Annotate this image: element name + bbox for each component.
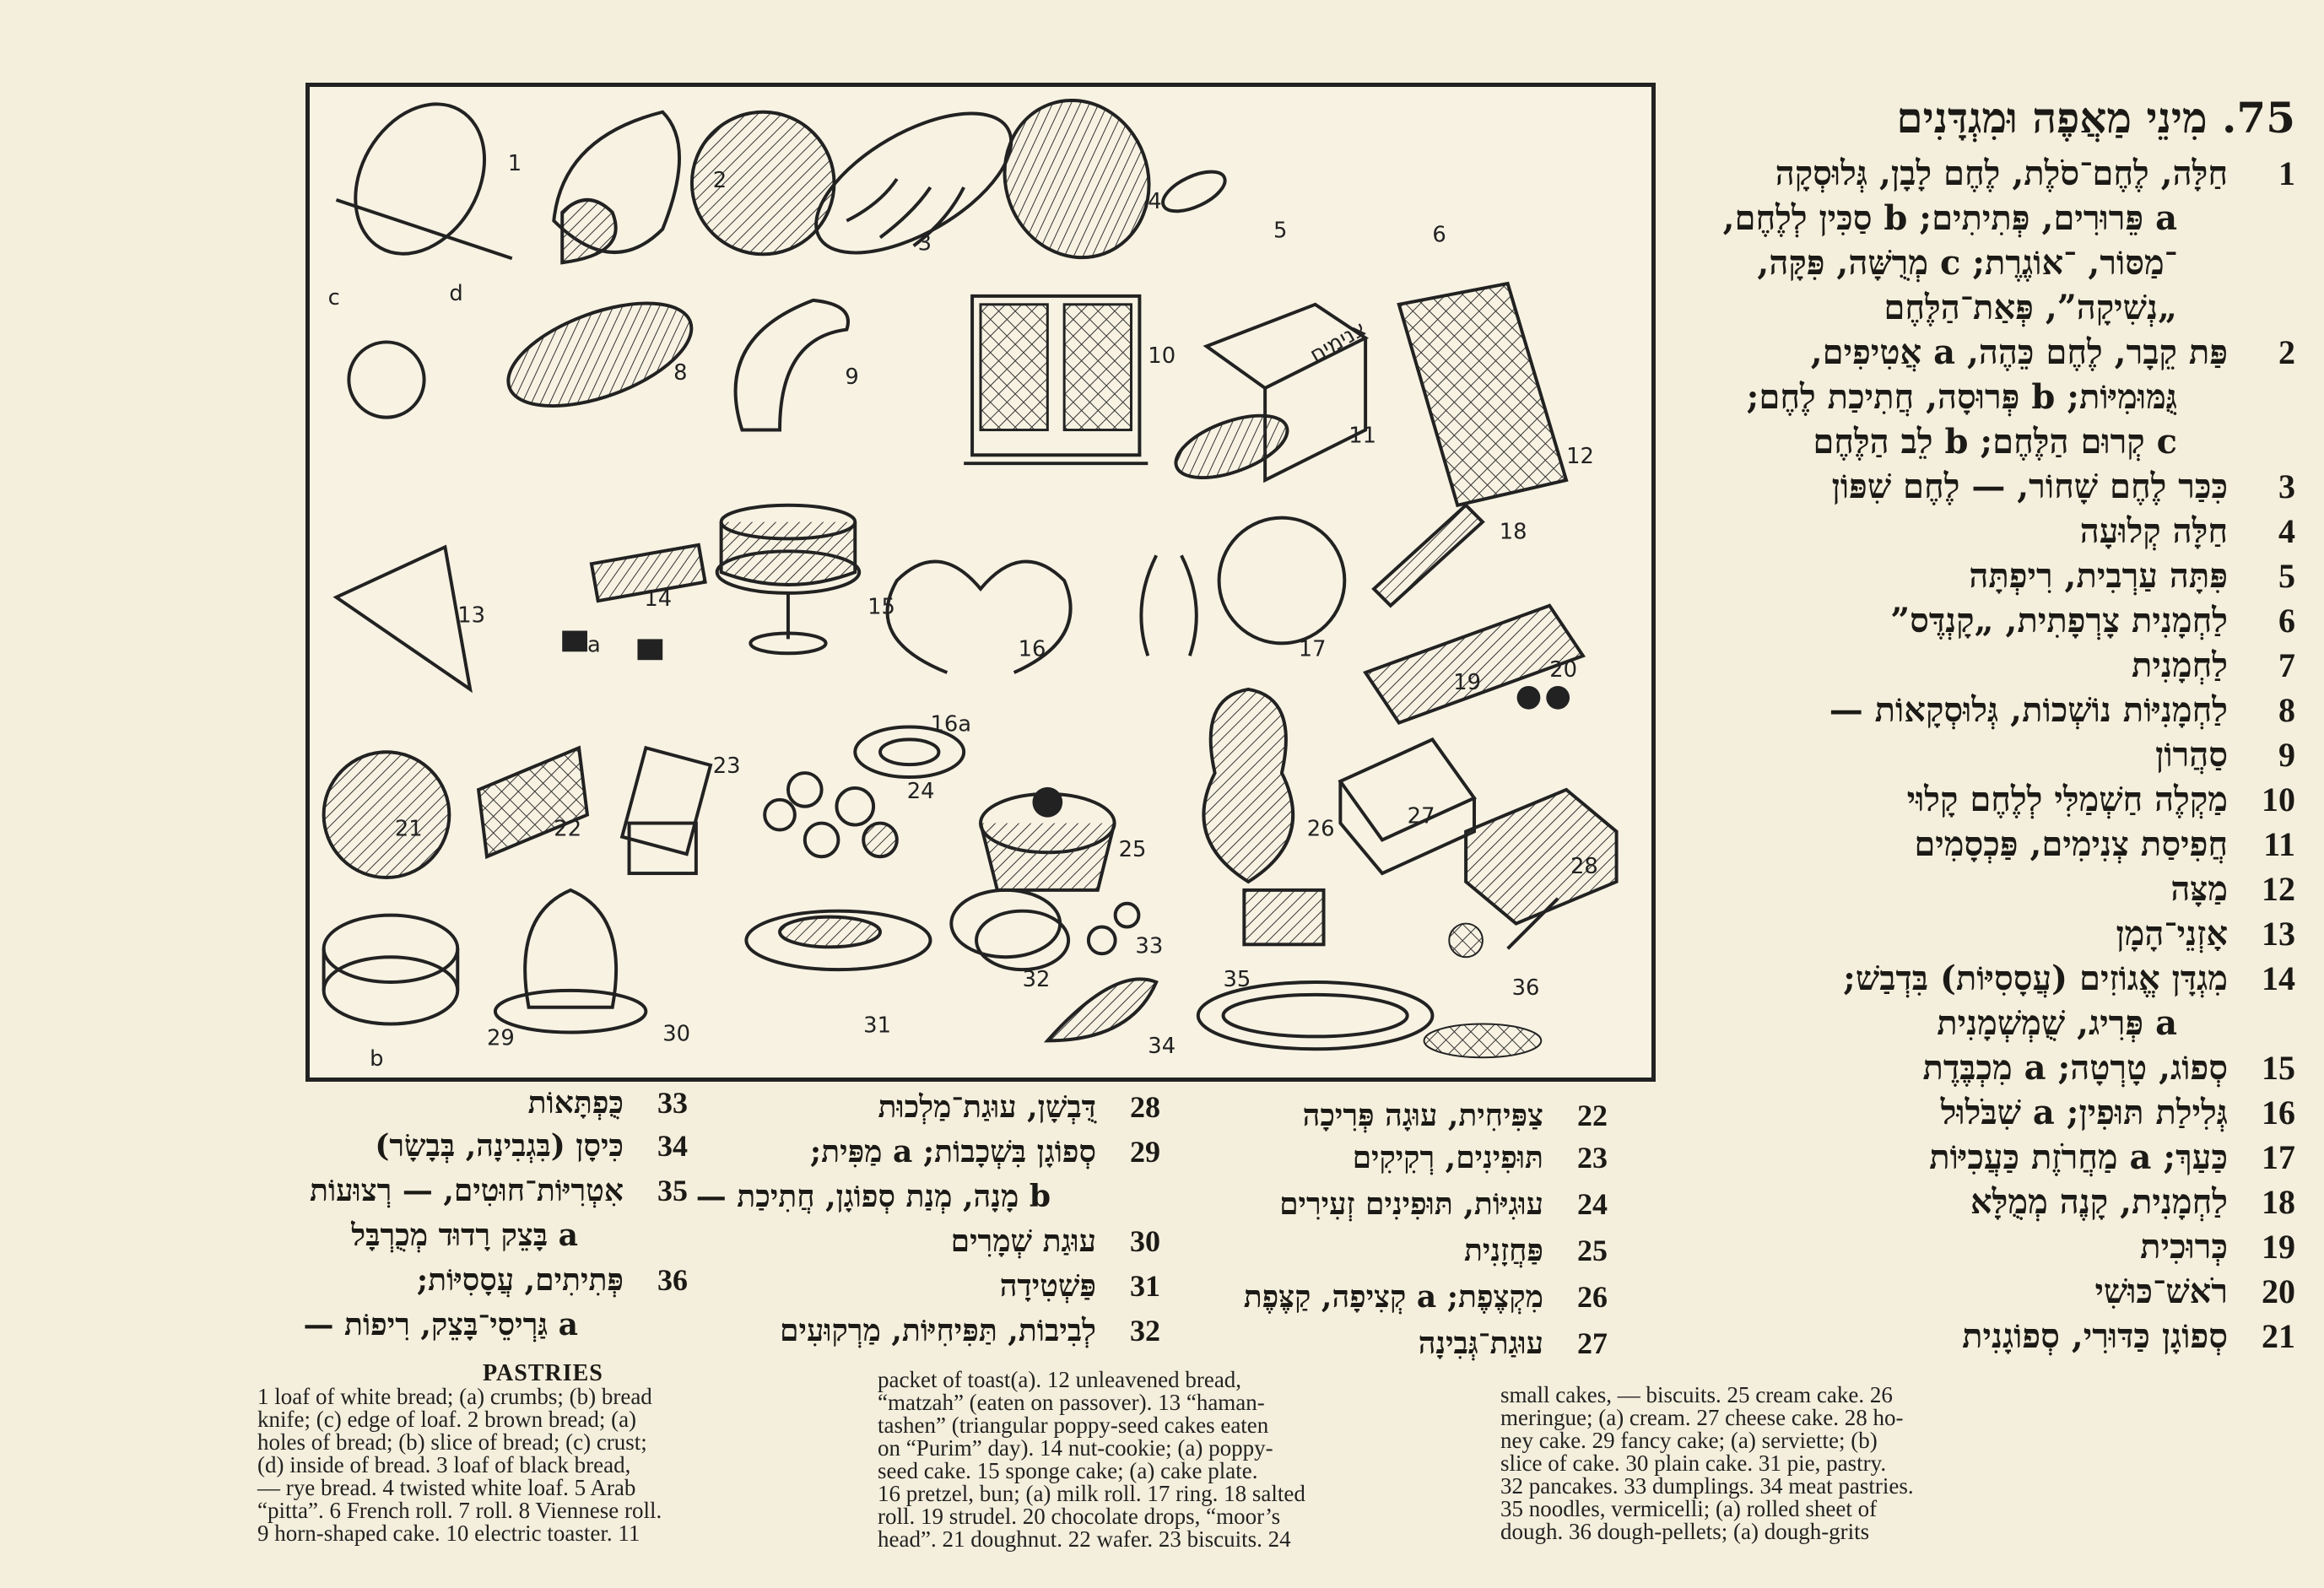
label-c: c bbox=[327, 284, 340, 311]
entry-2b: c קְרוּם הַלֶּחֶם; b לֵב הַלֶּחֶם bbox=[1813, 421, 2177, 462]
entry-28: 28 דֻּבְשָׁן, עוּגַת־מַלְכוּת bbox=[878, 1089, 1160, 1125]
label-b: b bbox=[370, 1046, 384, 1072]
label-30: 30 bbox=[662, 1021, 691, 1047]
label-35: 35 bbox=[1223, 966, 1251, 992]
plain-cake-drawing bbox=[495, 890, 646, 1033]
label-27: 27 bbox=[1407, 803, 1435, 829]
entry-32: 32 לְבִיבוֹת, תַּפִּיחִיּוֹת, מַרְקוּעִים bbox=[780, 1313, 1160, 1348]
english-line: roll. 19 strudel. 20 chocolate drops, “moor’s bbox=[878, 1504, 1281, 1529]
entry-12: 12 מַצָּה bbox=[2170, 868, 2295, 909]
white-bread-loaf-drawing bbox=[329, 87, 511, 277]
pastries-illustration bbox=[310, 87, 1651, 1078]
entry-1c: „נְשִׁיקָה”, פְּאַת־הַלֶּחֶם bbox=[1884, 287, 2177, 327]
english-line: dough. 36 dough-pellets; (a) dough-grits bbox=[1500, 1519, 1870, 1544]
entry-8: 8 לַחְמָנִיּוֹת נוֹשְׁכוֹת, גְּלוּסְקָאוֹת — bbox=[1829, 689, 2295, 730]
label-15: 15 bbox=[867, 594, 895, 620]
dumplings-drawing bbox=[1089, 904, 1138, 953]
english-line: knife; (c) edge of loaf. 2 brown bread; (a) bbox=[257, 1407, 637, 1432]
label-25: 25 bbox=[1118, 837, 1147, 863]
label-d: d bbox=[449, 280, 463, 306]
packet-text: צנימים bbox=[1305, 316, 1371, 369]
label-6: 6 bbox=[1432, 222, 1446, 248]
entry-26: 26 מִקְצֶפֶת; a קְצִיפָה, קַצֶּפֶת bbox=[1243, 1279, 1608, 1315]
english-line: meringue; (a) cream. 27 cheese cake. 28 ho- bbox=[1500, 1405, 1904, 1430]
label-23: 23 bbox=[712, 753, 741, 780]
entry-11: 11 חֲפִיסַת צְנִימִים, פַּכְסָמִים bbox=[1914, 824, 2295, 864]
english-column-3 bbox=[1500, 1384, 2108, 1543]
entry-24: 24 עוּגִיּוֹת, תּוּפִינִים זְעִירִים bbox=[1279, 1186, 1608, 1222]
entry-29b: b מָנָה, מְנַת סְפוֹגָן, חֲתִיכַת — bbox=[695, 1179, 1051, 1214]
entry-29: 29 סְפוֹגָן בִּשְׁכָבוֹת; a מַפִּית; bbox=[809, 1134, 1160, 1169]
viennese-roll-drawing bbox=[495, 283, 705, 427]
label-18: 18 bbox=[1499, 519, 1527, 545]
label-33: 33 bbox=[1135, 933, 1164, 959]
label-1: 1 bbox=[507, 151, 522, 177]
entry-30: 30 עוּגַת שְׁמָרִים bbox=[950, 1223, 1160, 1259]
entry-10: 10 מַקְלֶה חַשְׁמַלִּי לְלֶחֶם קָלוּי bbox=[1906, 779, 2295, 819]
pie-drawing bbox=[746, 911, 930, 970]
label-5: 5 bbox=[1273, 218, 1288, 244]
label-4: 4 bbox=[1148, 188, 1162, 214]
english-line: 9 horn-shaped cake. 10 electric toaster. 11 bbox=[257, 1520, 640, 1546]
entry-27: 27 עוּגַת־גְּבִינָה bbox=[1418, 1326, 1608, 1361]
label-31: 31 bbox=[863, 1013, 891, 1039]
label-16a: 16a bbox=[930, 711, 972, 737]
entry-23: 23 תּוּפִינִים, רְקִיקִים bbox=[1352, 1140, 1608, 1175]
arab-pitta-drawing bbox=[983, 87, 1171, 278]
entry-1b: ־מַסּוֹר, ־אוֹגֶרֶת; c מְרֻשָּׁה, פִּקָּה, bbox=[1757, 242, 2177, 283]
label-28: 28 bbox=[1570, 854, 1598, 880]
entry-36: 36 פְּתִיתִים, עֲסָסִיּוֹת; bbox=[416, 1262, 688, 1298]
chocolate-drops-drawing bbox=[1517, 686, 1570, 710]
english-line: holes of bread; (b) slice of bread; (c) crust; bbox=[257, 1429, 647, 1455]
toast-packet-drawing bbox=[1168, 305, 1370, 490]
roll-drawing bbox=[349, 342, 424, 417]
label-11: 11 bbox=[1348, 423, 1377, 449]
english-line: (d) inside of bread. 3 loaf of black bread, bbox=[257, 1452, 631, 1477]
english-line: slice of cake. 30 plain cake. 31 pie, pastry. bbox=[1500, 1450, 1887, 1476]
nut-cookie-drawing bbox=[562, 545, 705, 660]
english-line: 32 pancakes. 33 dumplings. 34 meat pastries. bbox=[1500, 1473, 1914, 1499]
label-19: 19 bbox=[1453, 669, 1482, 695]
label-2: 2 bbox=[712, 167, 727, 193]
english-line: — rye bread. 4 twisted white loaf. 5 Arab bbox=[257, 1475, 636, 1500]
english-line: “matzah” (eaten on passover). 13 “haman- bbox=[878, 1390, 1265, 1415]
entry-25: 25 פַּחֲזָנִית bbox=[1463, 1233, 1608, 1268]
english-line: 16 pretzel, bun; (a) milk roll. 17 ring. 18 salted bbox=[878, 1481, 1305, 1506]
entry-21: 21 סְפוֹגָן כַּדּוּרִי, סְפוֹגָנִית bbox=[1962, 1315, 2295, 1356]
entry-36a: a גַּרְיסֵי־בָּצֵק, רִיפוֹת — bbox=[303, 1307, 578, 1342]
entry-14: 14 מִגְדָּן אֱגוֹזִים (עֲסָסִיּוֹת) בִּדְבַשׁ; bbox=[1843, 958, 2295, 998]
label-36: 36 bbox=[1511, 975, 1540, 1001]
label-22: 22 bbox=[554, 816, 582, 842]
electric-toaster-drawing bbox=[964, 296, 1148, 463]
english-line: packet of toast(a). 12 unleavened bread, bbox=[878, 1367, 1242, 1392]
french-roll-drawing bbox=[1157, 164, 1230, 219]
entry-13: 13 אָזְנֵי־הָמָן bbox=[2116, 913, 2295, 953]
label-29: 29 bbox=[486, 1025, 515, 1051]
entry-1: 1 חַלָּה, לֶחֶם־סֹלֶת, לֶחֶם לָבָן, גְּלוּסְקָה bbox=[1775, 153, 2295, 193]
entry-2a: גֻּמּוּמִיּוֹת; b פְּרוּסָה, חֲתִיכַת לֶחֶם; bbox=[1746, 376, 2177, 417]
entry-1a: a פֵּרוּרִים, פְּתִיתִים; b סַכִּין לְלֶחֶם, bbox=[1722, 197, 2177, 238]
label-26: 26 bbox=[1306, 816, 1335, 842]
english-line: tashen” (triangular poppy-seed cakes eaten bbox=[878, 1412, 1269, 1438]
ring-drawing bbox=[1141, 518, 1344, 656]
figure-labels bbox=[328, 151, 1598, 1072]
entry-4: 4 חַלָּה קְלוּעָה bbox=[2079, 510, 2295, 551]
entry-22: 22 צַפִּיחִית, עוּגָה פְּרִיכָה bbox=[1302, 1098, 1608, 1133]
salted-roll-drawing bbox=[1374, 505, 1483, 606]
doughnut-drawing bbox=[324, 752, 450, 878]
pancakes-drawing bbox=[951, 890, 1068, 970]
fancy-cake-drawing bbox=[324, 916, 458, 1024]
entry-19: 19 כְּרוּכִית bbox=[2140, 1226, 2295, 1267]
entry-6: 6 לַחְמָנִית צָרְפָתִית, „קָנְדֶּס” bbox=[1890, 600, 2295, 640]
label-13: 13 bbox=[457, 602, 486, 629]
label-14: 14 bbox=[644, 586, 673, 612]
section-title: 75. מִינֵי מַאֲפֶה וּמִגְדָּנִים bbox=[1896, 93, 2295, 143]
biscuits-drawing bbox=[622, 748, 711, 873]
sponge-cake-drawing bbox=[717, 505, 860, 654]
hamantashen-drawing bbox=[337, 547, 471, 689]
entry-35: 35 אִטְרִיּוֹת־חוּטִים, — רְצוּעוֹת bbox=[310, 1173, 688, 1208]
entry-34: 34 כִּיסָן (בִּגְבִינָה, בְּבָשָׂר) bbox=[375, 1128, 688, 1164]
entry-16: 16 גְּלִילַת תּוּפִין; a שִׁבֹּלוּל bbox=[1940, 1092, 2295, 1132]
label-20: 20 bbox=[1549, 657, 1578, 683]
illustration-panel bbox=[305, 83, 1656, 1082]
entry-14a: a פְּרִיג, שֻׁמְשְׁמָנִית bbox=[1937, 1002, 2177, 1043]
english-line: small cakes, — biscuits. 25 cream cake. 26 bbox=[1500, 1382, 1893, 1407]
matzah-drawing bbox=[1399, 284, 1566, 505]
label-16: 16 bbox=[1018, 636, 1046, 662]
entry-9: 9 סַהֲרוֹן bbox=[2155, 734, 2295, 775]
label-34: 34 bbox=[1148, 1034, 1176, 1060]
entry-3: 3 כִּכַּר לֶחֶם שָׁחוֹר, — לֶחֶם שִׁפּוֹן bbox=[1831, 466, 2295, 506]
small-cakes-drawing bbox=[765, 773, 897, 856]
english-line: 1 loaf of white bread; (a) crumbs; (b) bread bbox=[257, 1384, 652, 1409]
label-10: 10 bbox=[1148, 343, 1176, 370]
english-line: seed cake. 15 sponge cake; (a) cake plate. bbox=[878, 1458, 1258, 1483]
label-17: 17 bbox=[1298, 636, 1327, 662]
entry-15: 15 סְפוֹג, טָרְטָה; a מִכְבֶּדֶת bbox=[1922, 1047, 2295, 1088]
meat-pastries-drawing bbox=[1047, 979, 1156, 1040]
entry-20: 20 רֹאשׁ־כּוּשִׁי bbox=[2094, 1271, 2295, 1311]
label-12: 12 bbox=[1566, 444, 1594, 470]
english-heading: PASTRIES bbox=[483, 1360, 603, 1386]
entry-33: 33 כֻּפְתָּאוֹת bbox=[527, 1085, 688, 1121]
cream-cake-drawing bbox=[981, 787, 1115, 890]
entry-17: 17 כַּעַךְ; a מַחֲרֹזֶת כַּעֲכִיּוֹת bbox=[1929, 1137, 2295, 1177]
horn-cake-drawing bbox=[736, 300, 848, 430]
entry-2: 2 פַּת קֵבָר, לֶחֶם כֵּהֶה, a אֲטִיפִים, bbox=[1810, 332, 2295, 372]
entry-31: 31 פַּשְׁטִידָה bbox=[999, 1268, 1160, 1304]
label-9: 9 bbox=[845, 365, 859, 391]
english-column-2 bbox=[878, 1369, 1485, 1551]
label-32: 32 bbox=[1022, 966, 1051, 992]
label-24: 24 bbox=[906, 778, 935, 804]
english-line: “pitta”. 6 French roll. 7 roll. 8 Viennese roll. bbox=[257, 1498, 662, 1523]
label-8: 8 bbox=[673, 360, 688, 386]
label-a: a bbox=[586, 632, 601, 658]
brown-bread-drawing bbox=[554, 112, 679, 262]
entry-18: 18 לַחְמָנִית, קָנֶה מְמֻלָּא bbox=[1970, 1181, 2295, 1222]
meringue-drawing bbox=[1203, 689, 1293, 882]
entry-35a: a בָּצֵק רָדוּד מְכֻרְבָּל bbox=[351, 1218, 578, 1253]
english-column-1 bbox=[257, 1385, 865, 1545]
english-line: ney cake. 29 fancy cake; (a) serviette; (b) bbox=[1500, 1428, 1878, 1453]
english-line: head”. 21 doughnut. 22 wafer. 23 biscuits. 24 bbox=[878, 1526, 1291, 1552]
label-21: 21 bbox=[394, 816, 423, 842]
english-line: 35 noodles, vermicelli; (a) rolled sheet of bbox=[1500, 1496, 1878, 1521]
entry-7: 7 לַחְמָנִית bbox=[2132, 645, 2295, 685]
english-line: on “Purim” day). 14 nut-cookie; (a) poppy- bbox=[878, 1435, 1273, 1461]
label-3: 3 bbox=[917, 230, 932, 257]
entry-5: 5 פִּתָּה עַרְבִית, רִיפְתָּה bbox=[1969, 555, 2295, 596]
